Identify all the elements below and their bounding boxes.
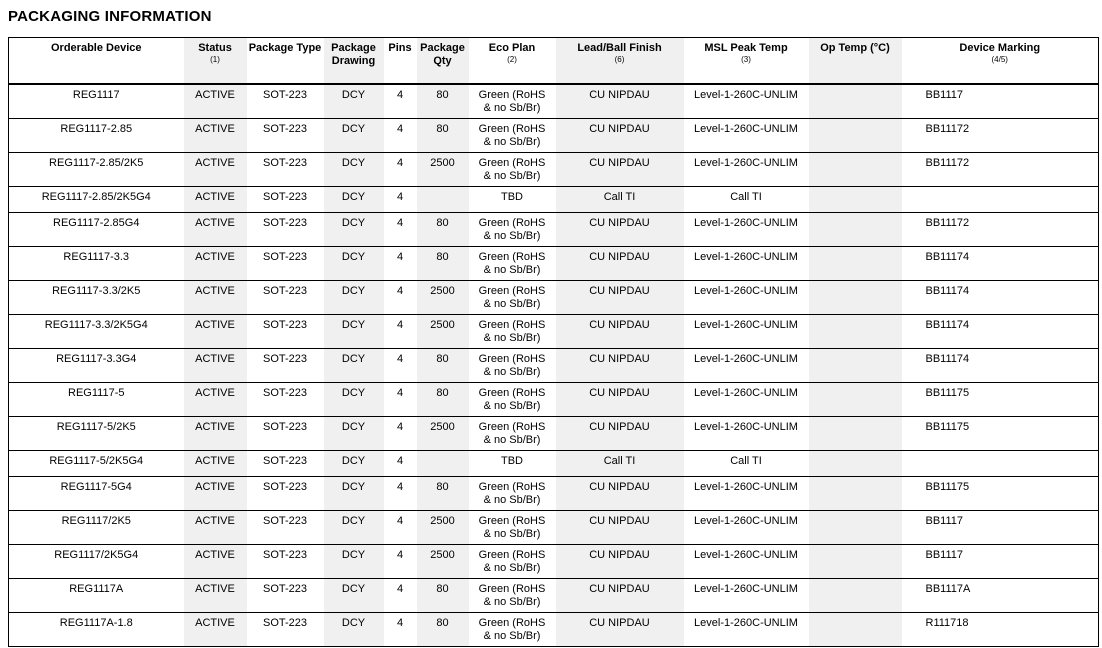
msl-peak-temp-cell: Level-1-260C-UNLIM: [684, 119, 809, 153]
eco-plan-cell: Green (RoHS & no Sb/Br): [469, 477, 556, 511]
eco-plan-cell: Green (RoHS & no Sb/Br): [469, 417, 556, 451]
msl-peak-temp-cell: Level-1-260C-UNLIM: [684, 349, 809, 383]
package-drawing-cell: DCY: [324, 613, 384, 647]
col-header-lead-ball-finish: [556, 38, 684, 85]
op-temp-cell: [809, 281, 902, 315]
package-qty-cell: 2500: [417, 281, 469, 315]
lead-ball-finish-cell: CU NIPDAU: [556, 511, 684, 545]
msl-peak-temp-cell: Level-1-260C-UNLIM: [684, 247, 809, 281]
package-drawing-cell: DCY: [324, 84, 384, 119]
device-marking-cell: R111718: [902, 613, 1099, 647]
device-marking-cell: BB11174: [902, 349, 1099, 383]
op-temp-cell: [809, 477, 902, 511]
package-qty-cell: [417, 451, 469, 477]
orderable-device-cell: REG1117-5G4: [9, 477, 184, 511]
op-temp-cell: [809, 451, 902, 477]
pins-cell: 4: [384, 281, 417, 315]
table-row: [9, 187, 1099, 213]
col-header-package-qty: [417, 38, 469, 85]
package-type-cell: SOT-223: [247, 153, 324, 187]
table-row: [9, 511, 1099, 545]
col-header-msl-peak-temp: [684, 38, 809, 85]
col-header-label: Package Type: [248, 42, 322, 54]
orderable-device-cell: REG1117-2.85/2K5G4: [9, 187, 184, 213]
col-header-label: Pins: [388, 42, 412, 54]
package-drawing-cell: DCY: [324, 545, 384, 579]
msl-peak-temp-cell: Level-1-260C-UNLIM: [684, 315, 809, 349]
pins-cell: 4: [384, 187, 417, 213]
eco-plan-cell: TBD: [469, 451, 556, 477]
package-qty-cell: 2500: [417, 315, 469, 349]
table-row: [9, 417, 1099, 451]
package-type-cell: SOT-223: [247, 417, 324, 451]
msl-peak-temp-cell: Level-1-260C-UNLIM: [684, 417, 809, 451]
orderable-device-cell: REG1117-3.3: [9, 247, 184, 281]
pins-cell: 4: [384, 247, 417, 281]
device-marking-cell: BB11175: [902, 477, 1099, 511]
device-marking-cell: BB11172: [902, 119, 1099, 153]
orderable-device-cell: REG1117: [9, 84, 184, 119]
eco-plan-cell: Green (RoHS & no Sb/Br): [469, 613, 556, 647]
package-type-cell: SOT-223: [247, 579, 324, 613]
col-header-note: [385, 55, 416, 65]
lead-ball-finish-cell: CU NIPDAU: [556, 383, 684, 417]
op-temp-cell: [809, 153, 902, 187]
device-marking-cell: BB11174: [902, 315, 1099, 349]
col-header-orderable-device: [9, 38, 184, 85]
msl-peak-temp-cell: Level-1-260C-UNLIM: [684, 511, 809, 545]
op-temp-cell: [809, 579, 902, 613]
eco-plan-cell: Green (RoHS & no Sb/Br): [469, 315, 556, 349]
op-temp-cell: [809, 349, 902, 383]
table-row: [9, 315, 1099, 349]
msl-peak-temp-cell: Level-1-260C-UNLIM: [684, 84, 809, 119]
package-qty-cell: 80: [417, 247, 469, 281]
device-marking-cell: BB11172: [902, 153, 1099, 187]
status-cell: ACTIVE: [184, 511, 247, 545]
table-body: [9, 84, 1099, 647]
msl-peak-temp-cell: Level-1-260C-UNLIM: [684, 477, 809, 511]
lead-ball-finish-cell: CU NIPDAU: [556, 213, 684, 247]
eco-plan-cell: TBD: [469, 187, 556, 213]
package-drawing-cell: DCY: [324, 247, 384, 281]
col-header-package-type: [247, 38, 324, 85]
package-qty-cell: 80: [417, 613, 469, 647]
eco-plan-cell: Green (RoHS & no Sb/Br): [469, 84, 556, 119]
lead-ball-finish-cell: CU NIPDAU: [556, 349, 684, 383]
status-cell: ACTIVE: [184, 579, 247, 613]
table-row: [9, 451, 1099, 477]
orderable-device-cell: REG1117-3.3/2K5: [9, 281, 184, 315]
status-cell: ACTIVE: [184, 315, 247, 349]
package-qty-cell: [417, 187, 469, 213]
col-header-label: Eco Plan: [488, 42, 536, 54]
op-temp-cell: [809, 213, 902, 247]
package-type-cell: SOT-223: [247, 213, 324, 247]
col-header-note: (4/5): [991, 55, 1008, 64]
table-row: [9, 281, 1099, 315]
col-header-note: (2): [507, 55, 517, 64]
status-cell: ACTIVE: [184, 84, 247, 119]
status-cell: ACTIVE: [184, 417, 247, 451]
status-cell: ACTIVE: [184, 281, 247, 315]
package-drawing-cell: DCY: [324, 213, 384, 247]
device-marking-cell: BB11175: [902, 417, 1099, 451]
status-cell: ACTIVE: [184, 383, 247, 417]
table-row: [9, 383, 1099, 417]
status-cell: ACTIVE: [184, 187, 247, 213]
package-drawing-cell: DCY: [324, 349, 384, 383]
package-qty-cell: 80: [417, 383, 469, 417]
orderable-device-cell: REG1117/2K5: [9, 511, 184, 545]
op-temp-cell: [809, 383, 902, 417]
package-qty-cell: 80: [417, 213, 469, 247]
col-header-op-temp: [809, 38, 902, 85]
package-type-cell: SOT-223: [247, 84, 324, 119]
msl-peak-temp-cell: Level-1-260C-UNLIM: [684, 613, 809, 647]
device-marking-cell: BB11174: [902, 247, 1099, 281]
col-header-device-marking: [902, 38, 1099, 85]
package-type-cell: SOT-223: [247, 281, 324, 315]
op-temp-cell: [809, 247, 902, 281]
table-row: [9, 119, 1099, 153]
status-cell: ACTIVE: [184, 451, 247, 477]
msl-peak-temp-cell: Call TI: [684, 187, 809, 213]
col-header-label: Package Drawing: [331, 42, 376, 67]
package-type-cell: SOT-223: [247, 613, 324, 647]
package-type-cell: SOT-223: [247, 119, 324, 153]
package-qty-cell: 80: [417, 477, 469, 511]
col-header-label: MSL Peak Temp: [704, 42, 788, 54]
status-cell: ACTIVE: [184, 213, 247, 247]
package-drawing-cell: DCY: [324, 579, 384, 613]
eco-plan-cell: Green (RoHS & no Sb/Br): [469, 247, 556, 281]
col-header-label: Lead/Ball Finish: [577, 42, 662, 54]
package-drawing-cell: DCY: [324, 511, 384, 545]
package-type-cell: SOT-223: [247, 451, 324, 477]
package-type-cell: SOT-223: [247, 247, 324, 281]
package-drawing-cell: DCY: [324, 477, 384, 511]
eco-plan-cell: Green (RoHS & no Sb/Br): [469, 579, 556, 613]
package-drawing-cell: DCY: [324, 417, 384, 451]
device-marking-cell: BB11174: [902, 281, 1099, 315]
col-header-package-drawing: [324, 38, 384, 85]
lead-ball-finish-cell: CU NIPDAU: [556, 281, 684, 315]
lead-ball-finish-cell: CU NIPDAU: [556, 247, 684, 281]
eco-plan-cell: Green (RoHS & no Sb/Br): [469, 383, 556, 417]
table-row: [9, 545, 1099, 579]
package-qty-cell: 80: [417, 579, 469, 613]
op-temp-cell: [809, 84, 902, 119]
page-title: PACKAGING INFORMATION: [8, 8, 212, 25]
eco-plan-cell: Green (RoHS & no Sb/Br): [469, 119, 556, 153]
eco-plan-cell: Green (RoHS & no Sb/Br): [469, 545, 556, 579]
status-cell: ACTIVE: [184, 247, 247, 281]
lead-ball-finish-cell: CU NIPDAU: [556, 477, 684, 511]
col-header-note: [325, 68, 383, 78]
eco-plan-cell: Green (RoHS & no Sb/Br): [469, 511, 556, 545]
op-temp-cell: [809, 119, 902, 153]
table-row: [9, 153, 1099, 187]
op-temp-cell: [809, 613, 902, 647]
op-temp-cell: [809, 545, 902, 579]
device-marking-cell: BB1117A: [902, 579, 1099, 613]
package-qty-cell: 2500: [417, 545, 469, 579]
lead-ball-finish-cell: CU NIPDAU: [556, 119, 684, 153]
table-row: [9, 84, 1099, 119]
lead-ball-finish-cell: CU NIPDAU: [556, 84, 684, 119]
col-header-label: Package Qty: [420, 42, 465, 67]
package-type-cell: SOT-223: [247, 511, 324, 545]
lead-ball-finish-cell: CU NIPDAU: [556, 579, 684, 613]
col-header-note: [810, 55, 901, 65]
device-marking-cell: BB1117: [902, 511, 1099, 545]
col-header-label: Device Marking: [959, 42, 1041, 54]
pins-cell: 4: [384, 417, 417, 451]
orderable-device-cell: REG1117-2.85G4: [9, 213, 184, 247]
package-qty-cell: 2500: [417, 417, 469, 451]
pins-cell: 4: [384, 153, 417, 187]
package-type-cell: SOT-223: [247, 383, 324, 417]
orderable-device-cell: REG1117-2.85/2K5: [9, 153, 184, 187]
op-temp-cell: [809, 187, 902, 213]
op-temp-cell: [809, 315, 902, 349]
col-header-label: Status: [198, 42, 232, 54]
col-header-note: (6): [614, 55, 625, 64]
orderable-device-cell: REG1117A: [9, 579, 184, 613]
package-drawing-cell: DCY: [324, 153, 384, 187]
col-header-note: [418, 68, 468, 78]
lead-ball-finish-cell: CU NIPDAU: [556, 417, 684, 451]
package-drawing-cell: DCY: [324, 383, 384, 417]
pins-cell: 4: [384, 383, 417, 417]
pins-cell: 4: [384, 349, 417, 383]
orderable-device-cell: REG1117-5/2K5G4: [9, 451, 184, 477]
lead-ball-finish-cell: CU NIPDAU: [556, 315, 684, 349]
op-temp-cell: [809, 511, 902, 545]
pins-cell: 4: [384, 477, 417, 511]
orderable-device-cell: REG1117-3.3G4: [9, 349, 184, 383]
msl-peak-temp-cell: Level-1-260C-UNLIM: [684, 579, 809, 613]
col-header-note: (3): [741, 55, 751, 64]
table-row: [9, 613, 1099, 647]
orderable-device-cell: REG1117-3.3/2K5G4: [9, 315, 184, 349]
col-header-note: [248, 55, 323, 65]
lead-ball-finish-cell: CU NIPDAU: [556, 153, 684, 187]
pins-cell: 4: [384, 545, 417, 579]
pins-cell: 4: [384, 119, 417, 153]
device-marking-cell: BB1117: [902, 84, 1099, 119]
table-row: [9, 477, 1099, 511]
package-qty-cell: 2500: [417, 153, 469, 187]
op-temp-cell: [809, 417, 902, 451]
package-qty-cell: 80: [417, 119, 469, 153]
col-header-eco-plan: [469, 38, 556, 85]
pins-cell: 4: [384, 213, 417, 247]
pins-cell: 4: [384, 613, 417, 647]
package-drawing-cell: DCY: [324, 315, 384, 349]
col-header-pins: [384, 38, 417, 85]
status-cell: ACTIVE: [184, 349, 247, 383]
pins-cell: 4: [384, 315, 417, 349]
device-marking-cell: BB11175: [902, 383, 1099, 417]
device-marking-cell: BB1117: [902, 545, 1099, 579]
orderable-device-cell: REG1117-5/2K5: [9, 417, 184, 451]
eco-plan-cell: Green (RoHS & no Sb/Br): [469, 281, 556, 315]
table-row: [9, 213, 1099, 247]
lead-ball-finish-cell: Call TI: [556, 187, 684, 213]
col-header-label: Op Temp (°C): [820, 42, 890, 54]
msl-peak-temp-cell: Level-1-260C-UNLIM: [684, 383, 809, 417]
table-header-row: [9, 38, 1099, 85]
package-type-cell: SOT-223: [247, 349, 324, 383]
packaging-information-table: [8, 37, 1099, 647]
device-marking-cell: BB11172: [902, 213, 1099, 247]
package-type-cell: SOT-223: [247, 477, 324, 511]
device-marking-cell: [902, 451, 1099, 477]
status-cell: ACTIVE: [184, 477, 247, 511]
col-header-status: [184, 38, 247, 85]
orderable-device-cell: REG1117-5: [9, 383, 184, 417]
col-header-label: Orderable Device: [51, 42, 142, 54]
table-row: [9, 247, 1099, 281]
orderable-device-cell: REG1117/2K5G4: [9, 545, 184, 579]
table-row: [9, 349, 1099, 383]
status-cell: ACTIVE: [184, 153, 247, 187]
col-header-note: (1): [210, 55, 220, 64]
msl-peak-temp-cell: Level-1-260C-UNLIM: [684, 545, 809, 579]
package-type-cell: SOT-223: [247, 545, 324, 579]
package-qty-cell: 2500: [417, 511, 469, 545]
msl-peak-temp-cell: Level-1-260C-UNLIM: [684, 213, 809, 247]
device-marking-cell: [902, 187, 1099, 213]
lead-ball-finish-cell: CU NIPDAU: [556, 613, 684, 647]
package-drawing-cell: DCY: [324, 119, 384, 153]
msl-peak-temp-cell: Level-1-260C-UNLIM: [684, 153, 809, 187]
package-type-cell: SOT-223: [247, 187, 324, 213]
orderable-device-cell: REG1117-2.85: [9, 119, 184, 153]
eco-plan-cell: Green (RoHS & no Sb/Br): [469, 349, 556, 383]
col-header-note: [10, 55, 183, 65]
eco-plan-cell: Green (RoHS & no Sb/Br): [469, 153, 556, 187]
orderable-device-cell: REG1117A-1.8: [9, 613, 184, 647]
pins-cell: 4: [384, 451, 417, 477]
pins-cell: 4: [384, 511, 417, 545]
package-type-cell: SOT-223: [247, 315, 324, 349]
pins-cell: 4: [384, 84, 417, 119]
package-drawing-cell: DCY: [324, 451, 384, 477]
msl-peak-temp-cell: Level-1-260C-UNLIM: [684, 281, 809, 315]
status-cell: ACTIVE: [184, 545, 247, 579]
msl-peak-temp-cell: Call TI: [684, 451, 809, 477]
eco-plan-cell: Green (RoHS & no Sb/Br): [469, 213, 556, 247]
package-qty-cell: 80: [417, 84, 469, 119]
package-drawing-cell: DCY: [324, 281, 384, 315]
package-qty-cell: 80: [417, 349, 469, 383]
table-header: [9, 38, 1099, 85]
pins-cell: 4: [384, 579, 417, 613]
table-row: [9, 579, 1099, 613]
package-drawing-cell: DCY: [324, 187, 384, 213]
lead-ball-finish-cell: CU NIPDAU: [556, 545, 684, 579]
lead-ball-finish-cell: Call TI: [556, 451, 684, 477]
status-cell: ACTIVE: [184, 613, 247, 647]
status-cell: ACTIVE: [184, 119, 247, 153]
